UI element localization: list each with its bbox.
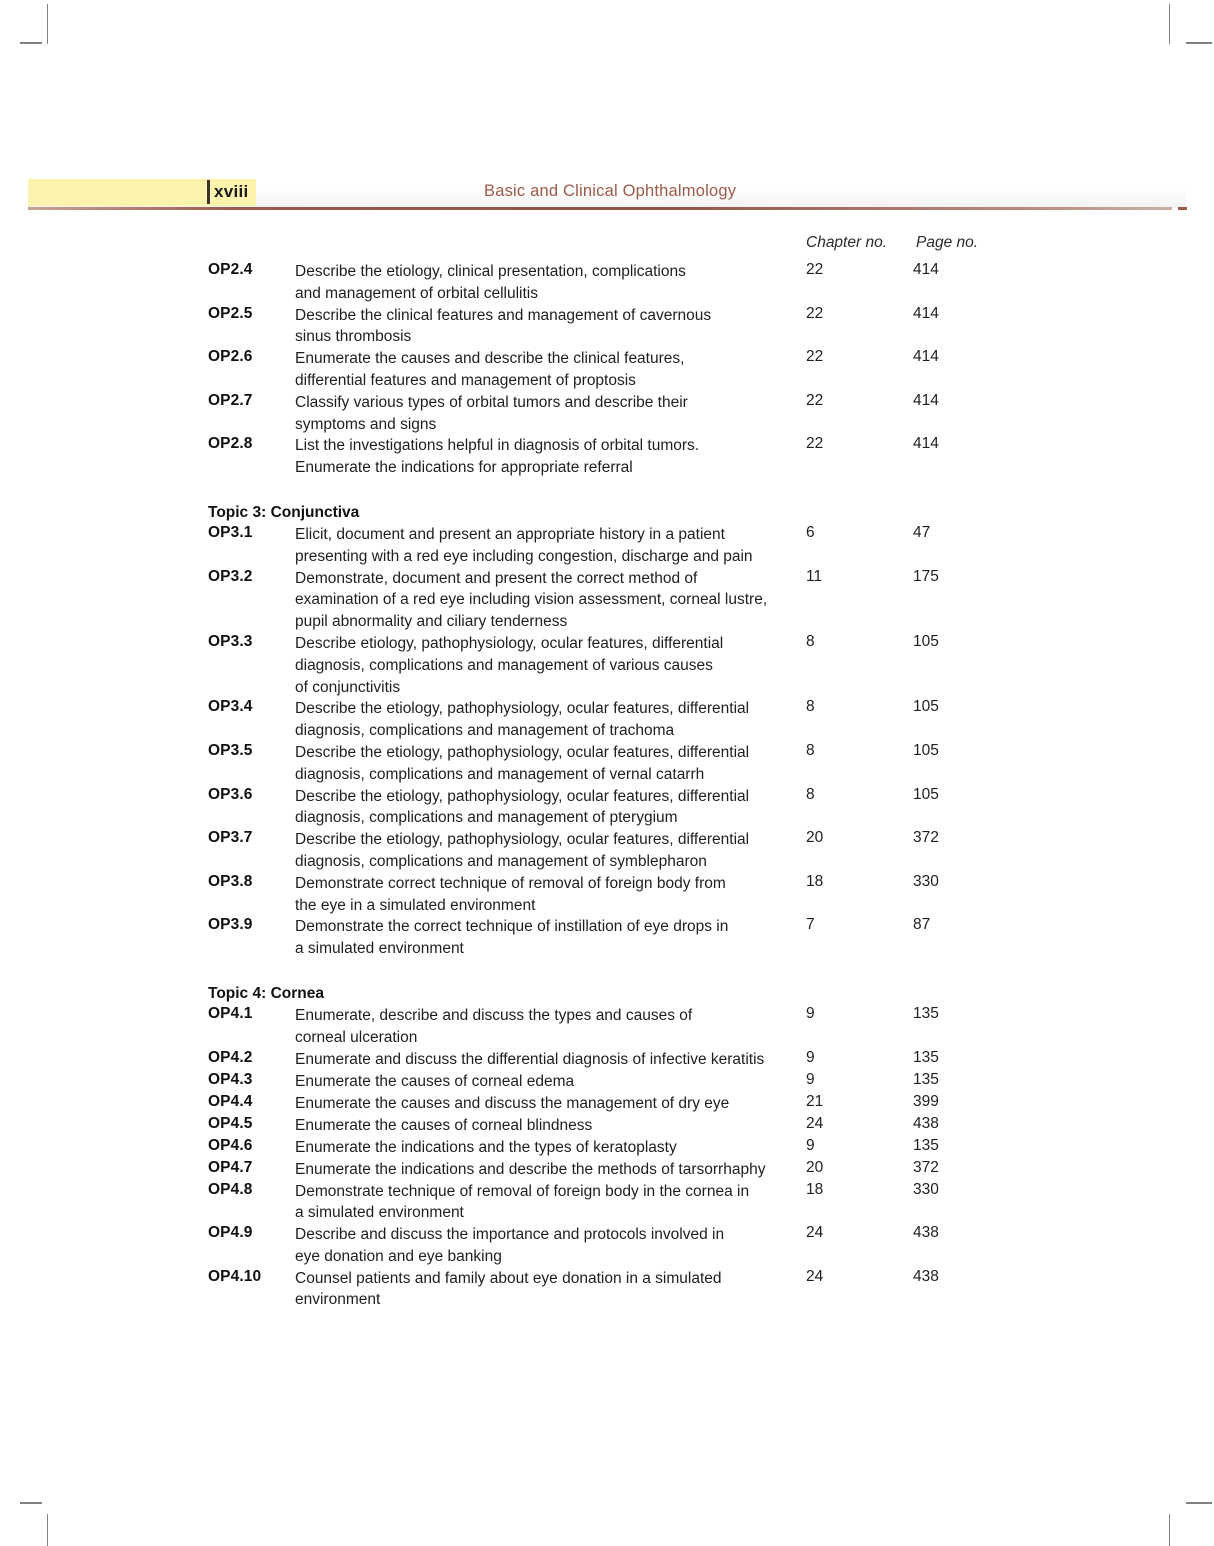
chapter-number: 18 bbox=[806, 872, 824, 890]
chapter-number: 9 bbox=[806, 1136, 815, 1154]
competency-description bbox=[295, 392, 795, 436]
description-line: diagnosis, complications and management of vernal catarrh bbox=[295, 765, 705, 783]
competency-code: OP2.4 bbox=[208, 261, 253, 278]
competency-description bbox=[295, 916, 795, 960]
description-line: Demonstrate the correct technique of instillation of eye drops in bbox=[295, 918, 729, 936]
table-row-inner bbox=[0, 829, 1214, 873]
description-line: Enumerate the indications for appropriate referral bbox=[295, 459, 633, 477]
description-line: Classify various types of orbital tumors and describe their bbox=[295, 393, 688, 411]
table-row bbox=[0, 1137, 1214, 1159]
page-number: 438 bbox=[913, 1224, 939, 1242]
page-number: 414 bbox=[913, 391, 939, 409]
competency-code: OP3.9 bbox=[208, 916, 253, 934]
page-number: 438 bbox=[913, 1114, 939, 1132]
competency-description bbox=[295, 698, 795, 742]
description-line: presenting with a red eye including congestion, discharge and pain bbox=[295, 547, 753, 565]
chapter-number: 7 bbox=[806, 916, 815, 934]
chapter-number: 22 bbox=[806, 435, 824, 453]
competency-code: OP4.9 bbox=[208, 1224, 253, 1242]
table-row bbox=[0, 348, 1214, 392]
description-line: the eye in a simulated environment bbox=[295, 896, 536, 914]
page-number: 372 bbox=[913, 1158, 939, 1176]
competency-description bbox=[295, 348, 795, 392]
competency-code: OP4.4 bbox=[208, 1092, 253, 1110]
table-row-inner bbox=[0, 348, 1214, 392]
table-row-inner bbox=[0, 1159, 1214, 1181]
chapter-number: 11 bbox=[806, 567, 823, 585]
table-row bbox=[0, 1049, 1214, 1071]
column-header-page: Page no. bbox=[916, 234, 979, 251]
competency-description bbox=[295, 1115, 795, 1137]
description-line: of conjunctivitis bbox=[295, 678, 401, 696]
description-line: Enumerate the causes of corneal blindness bbox=[295, 1116, 593, 1134]
competency-code: OP3.7 bbox=[208, 829, 253, 847]
competency-description bbox=[295, 435, 795, 479]
table-row-inner bbox=[0, 698, 1214, 742]
table-body bbox=[0, 261, 1214, 1311]
table-row bbox=[0, 392, 1214, 436]
crop-mark-bottom-right-vertical bbox=[1169, 1514, 1170, 1546]
topic-spacer bbox=[0, 479, 1214, 502]
table-row-inner bbox=[0, 524, 1214, 568]
table-row-inner bbox=[0, 1224, 1214, 1268]
description-line: Elicit, document and present an appropriate history in a patient bbox=[295, 525, 725, 543]
description-line: a simulated environment bbox=[295, 1204, 464, 1222]
table-row bbox=[0, 1224, 1214, 1268]
competency-code: OP4.3 bbox=[208, 1070, 253, 1088]
page-number: 105 bbox=[913, 785, 939, 803]
page-number: 414 bbox=[913, 261, 939, 278]
table-row bbox=[0, 1181, 1214, 1225]
competency-code: OP4.1 bbox=[208, 1004, 253, 1022]
competency-code: OP2.6 bbox=[208, 348, 253, 366]
description-line: Enumerate the causes and describe the clinical features, bbox=[295, 350, 685, 368]
page-number: 105 bbox=[913, 632, 939, 650]
competency-description bbox=[295, 786, 795, 830]
description-line: Describe the etiology, pathophysiology, ocular features, differential bbox=[295, 700, 750, 718]
topic-heading: Topic 4: Cornea bbox=[208, 984, 324, 1002]
competency-code: OP4.2 bbox=[208, 1048, 253, 1066]
table-row bbox=[0, 1159, 1214, 1181]
header-rule-bleed-tab bbox=[1178, 207, 1187, 210]
page-number: 399 bbox=[913, 1092, 939, 1110]
competency-code: OP4.10 bbox=[208, 1267, 262, 1285]
page-number: 135 bbox=[913, 1136, 939, 1154]
competency-description bbox=[295, 305, 795, 349]
description-line: Describe the etiology, clinical presentation, complications bbox=[295, 263, 686, 280]
competency-code: OP2.5 bbox=[208, 304, 253, 322]
competency-description bbox=[295, 261, 795, 305]
page-folio-number: xviii bbox=[214, 182, 249, 201]
table-row-inner bbox=[0, 916, 1214, 960]
description-line: Describe the etiology, pathophysiology, ocular features, differential bbox=[295, 743, 750, 761]
page-number: 47 bbox=[913, 523, 931, 541]
page-number: 87 bbox=[913, 916, 931, 934]
column-header-chapter: Chapter no. bbox=[806, 234, 887, 251]
description-line: pupil abnormality and ciliary tenderness bbox=[295, 613, 568, 631]
description-line: Demonstrate technique of removal of foreign body in the cornea in bbox=[295, 1182, 750, 1200]
page-number: 414 bbox=[913, 304, 939, 322]
table-row bbox=[0, 261, 1214, 305]
topic-heading: Topic 3: Conjunctiva bbox=[208, 503, 360, 521]
description-line: Enumerate the causes and discuss the management of dry eye bbox=[295, 1094, 730, 1112]
table-row bbox=[0, 1093, 1214, 1115]
competency-code: OP3.8 bbox=[208, 872, 253, 890]
crop-mark-top-left-vertical bbox=[47, 4, 48, 44]
competency-code: OP3.3 bbox=[208, 632, 253, 650]
competency-description bbox=[295, 1137, 795, 1159]
chapter-number: 22 bbox=[806, 391, 824, 409]
table-row bbox=[0, 742, 1214, 786]
competency-code: OP4.6 bbox=[208, 1136, 253, 1154]
page-number: 330 bbox=[913, 872, 939, 890]
crop-mark-top-left-horizontal bbox=[20, 42, 42, 44]
competency-code: OP4.5 bbox=[208, 1114, 253, 1132]
description-line: symptoms and signs bbox=[295, 415, 437, 433]
description-line: List the investigations helpful in diagnosis of orbital tumors. bbox=[295, 437, 700, 455]
crop-mark-bottom-right-horizontal bbox=[1186, 1502, 1212, 1504]
chapter-number: 20 bbox=[806, 1158, 824, 1176]
page-number: 135 bbox=[913, 1048, 939, 1066]
page-number: 438 bbox=[913, 1267, 939, 1285]
table-row-inner bbox=[0, 435, 1214, 479]
description-line: diagnosis, complications and management of trachoma bbox=[295, 722, 675, 740]
competency-description bbox=[295, 568, 795, 633]
description-line: sinus thrombosis bbox=[295, 328, 412, 346]
chapter-number: 24 bbox=[806, 1267, 824, 1285]
crop-mark-bottom-left-vertical bbox=[47, 1514, 48, 1546]
table-row-inner bbox=[0, 1005, 1214, 1049]
table-row-inner bbox=[0, 1049, 1214, 1071]
table-row bbox=[0, 633, 1214, 698]
description-line: Enumerate the indications and describe the methods of tarsorrhaphy bbox=[295, 1160, 766, 1178]
chapter-number: 9 bbox=[806, 1070, 815, 1088]
competency-code: OP3.4 bbox=[208, 698, 253, 716]
description-line: differential features and management of proptosis bbox=[295, 371, 636, 389]
page-number: 414 bbox=[913, 435, 939, 453]
competency-code: OP3.5 bbox=[208, 741, 253, 759]
chapter-number: 22 bbox=[806, 261, 824, 278]
competency-description bbox=[295, 1268, 795, 1312]
competency-code: OP3.2 bbox=[208, 567, 253, 585]
table-row-inner bbox=[0, 873, 1214, 917]
competency-description bbox=[295, 1093, 795, 1115]
description-line: diagnosis, complications and management of pterygium bbox=[295, 809, 678, 827]
description-line: Enumerate, describe and discuss the types and causes of bbox=[295, 1006, 693, 1024]
crop-mark-top-right-horizontal bbox=[1186, 42, 1212, 44]
description-line: Counsel patients and family about eye donation in a simulated bbox=[295, 1269, 722, 1287]
chapter-number: 20 bbox=[806, 829, 824, 847]
page-number: 175 bbox=[913, 567, 939, 585]
table-row bbox=[0, 524, 1214, 568]
description-line: examination of a red eye including vision assessment, corneal lustre, bbox=[295, 591, 768, 609]
description-line: Describe the clinical features and management of cavernous bbox=[295, 306, 712, 324]
page-number: 135 bbox=[913, 1004, 939, 1022]
chapter-number: 22 bbox=[806, 304, 824, 322]
chapter-number: 24 bbox=[806, 1114, 824, 1132]
description-line: Demonstrate, document and present the correct method of bbox=[295, 569, 698, 587]
description-line: Demonstrate correct technique of removal of foreign body from bbox=[295, 874, 726, 892]
competency-description bbox=[295, 1181, 795, 1225]
table-row bbox=[0, 698, 1214, 742]
table-row-inner bbox=[0, 633, 1214, 698]
table-row-inner bbox=[0, 1093, 1214, 1115]
description-line: environment bbox=[295, 1291, 381, 1309]
chapter-number: 9 bbox=[806, 1048, 815, 1066]
table-row bbox=[0, 873, 1214, 917]
table-row-inner bbox=[0, 305, 1214, 349]
header-rule bbox=[28, 207, 1172, 210]
competency-code: OP2.7 bbox=[208, 391, 253, 409]
chapter-number: 21 bbox=[806, 1092, 824, 1110]
competency-description bbox=[295, 1005, 795, 1049]
table-row-inner bbox=[0, 1115, 1214, 1137]
competency-description bbox=[295, 873, 795, 917]
description-line: Describe etiology, pathophysiology, ocular features, differential bbox=[295, 634, 724, 652]
table-row bbox=[0, 305, 1214, 349]
competency-code: OP4.8 bbox=[208, 1180, 253, 1198]
table-row-inner bbox=[0, 786, 1214, 830]
table-row-inner bbox=[0, 1137, 1214, 1159]
table-row bbox=[0, 829, 1214, 873]
description-line: Describe the etiology, pathophysiology, ocular features, differential bbox=[295, 831, 750, 849]
table-row bbox=[0, 1115, 1214, 1137]
page-number: 105 bbox=[913, 741, 939, 759]
description-line: eye donation and eye banking bbox=[295, 1247, 502, 1265]
competency-code: OP3.1 bbox=[208, 523, 253, 541]
book-title: Basic and Clinical Ophthalmology bbox=[484, 182, 737, 200]
page-number: 330 bbox=[913, 1180, 939, 1198]
chapter-number: 9 bbox=[806, 1004, 815, 1022]
table-row bbox=[0, 916, 1214, 960]
description-line: Describe and discuss the importance and protocols involved in bbox=[295, 1226, 725, 1244]
competency-description bbox=[295, 633, 795, 698]
table-row-inner bbox=[0, 742, 1214, 786]
page-number: 372 bbox=[913, 829, 939, 847]
chapter-number: 22 bbox=[806, 348, 824, 366]
description-line: Describe the etiology, pathophysiology, ocular features, differential bbox=[295, 787, 750, 805]
description-line: Enumerate the indications and the types of keratoplasty bbox=[295, 1138, 677, 1156]
table-row-inner bbox=[0, 261, 1214, 305]
competency-description bbox=[295, 1224, 795, 1268]
table-row bbox=[0, 1005, 1214, 1049]
competency-code: OP3.6 bbox=[208, 785, 253, 803]
table-row-inner bbox=[0, 1268, 1214, 1312]
competency-description bbox=[295, 829, 795, 873]
description-line: Enumerate and discuss the differential diagnosis of infective keratitis bbox=[295, 1050, 765, 1068]
chapter-number: 18 bbox=[806, 1180, 824, 1198]
chapter-number: 8 bbox=[806, 741, 815, 759]
description-line: Enumerate the causes of corneal edema bbox=[295, 1072, 575, 1090]
page-number: 135 bbox=[913, 1070, 939, 1088]
table-row bbox=[0, 1071, 1214, 1093]
table-row bbox=[0, 568, 1214, 633]
crop-mark-top-right-vertical bbox=[1169, 4, 1170, 44]
table-row-inner bbox=[0, 392, 1214, 436]
competency-description bbox=[295, 1159, 795, 1181]
competency-description bbox=[295, 524, 795, 568]
table-row-inner bbox=[0, 1071, 1214, 1093]
page-number: 414 bbox=[913, 348, 939, 366]
description-line: diagnosis, complications and management of various causes bbox=[295, 656, 713, 674]
chapter-number: 8 bbox=[806, 698, 815, 716]
table-row bbox=[0, 1268, 1214, 1312]
competency-code: OP4.7 bbox=[208, 1158, 253, 1176]
description-line: and management of orbital cellulitis bbox=[295, 284, 538, 302]
competency-description bbox=[295, 1049, 795, 1071]
chapter-number: 8 bbox=[806, 785, 815, 803]
table-row-inner bbox=[0, 1181, 1214, 1225]
topic-spacer bbox=[0, 960, 1214, 983]
chapter-number: 24 bbox=[806, 1224, 824, 1242]
crop-mark-bottom-left-horizontal bbox=[20, 1502, 42, 1504]
competency-description bbox=[295, 742, 795, 786]
chapter-number: 8 bbox=[806, 632, 815, 650]
table-row bbox=[0, 786, 1214, 830]
page-number: 105 bbox=[913, 698, 939, 716]
table-row bbox=[0, 435, 1214, 479]
description-line: corneal ulceration bbox=[295, 1028, 418, 1046]
table-row-inner bbox=[0, 568, 1214, 633]
folio-divider-rule bbox=[207, 180, 210, 204]
chapter-number: 6 bbox=[806, 523, 815, 541]
competency-code: OP2.8 bbox=[208, 435, 253, 453]
description-line: a simulated environment bbox=[295, 940, 464, 958]
competency-description bbox=[295, 1071, 795, 1093]
description-line: diagnosis, complications and management of symblepharon bbox=[295, 852, 707, 870]
